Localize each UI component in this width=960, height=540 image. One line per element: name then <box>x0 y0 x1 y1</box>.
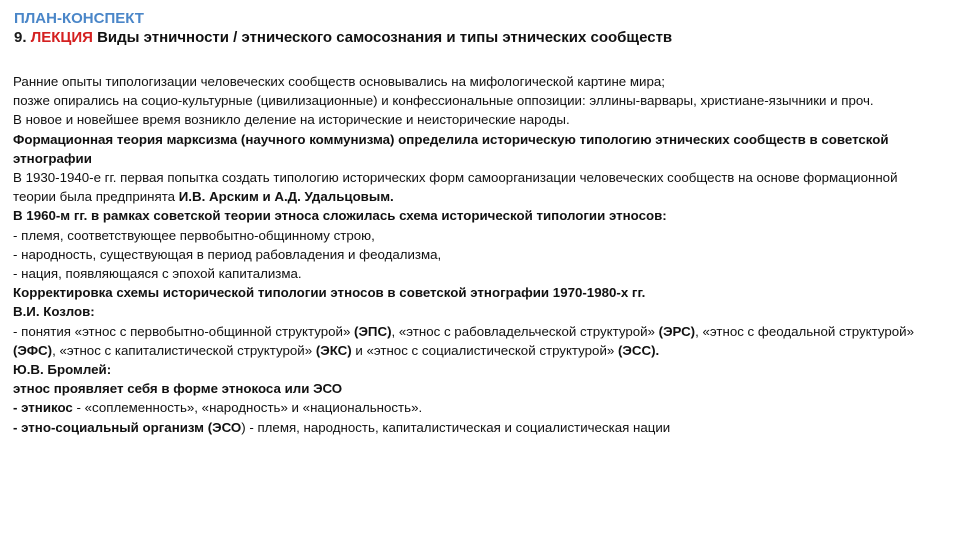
paragraph-modern-division: В новое и новейшее время возникло деление на исторические и неисторические народы. <box>13 112 570 128</box>
kozlov-text-3: , «этнос с феодальной структурой» <box>695 323 914 339</box>
ethnikos-definition: - «соплеменность», «народность» и «национальность». <box>72 400 423 416</box>
kozlov-text-1: - понятия «этнос с первобытно-общинной структурой» <box>13 323 355 339</box>
lecture-number: 9. <box>14 29 27 46</box>
paragraph-eso <box>13 418 938 437</box>
abbr-efs: (ЭФС) <box>13 342 53 358</box>
eso-definition: ) - племя, народность, капиталистическая и социалистическая нации <box>241 419 671 435</box>
lecture-word: ЛЕКЦИЯ <box>30 29 93 46</box>
abbr-eks: (ЭКС) <box>315 342 352 358</box>
list-item-tribe: - племя, соответствующее первобытно-общинному строю, <box>13 227 375 243</box>
list-item-narodnost: - народность, существующая в период рабовладения и феодализма, <box>13 246 442 262</box>
paragraph-correction: Корректировка схемы исторической типологии этносов в советской этнографии 1970-1980-х гг. <box>13 285 646 301</box>
abbr-ers: (ЭРС) <box>658 323 696 339</box>
paragraph-formation-theory: Формационная теория марксизма (научного коммунизма) определила историческую типологию этнических сообществ в советской этнографии <box>13 131 889 166</box>
paragraph-bromley-ethnos: этнос проявляет себя в форме этнокоса или ЭСО <box>13 381 343 397</box>
list-item-nation: - нация, появляющаяся с эпохой капитализма. <box>13 266 302 282</box>
kozlov-text-2: , «этнос с рабовладельческой структурой» <box>391 323 659 339</box>
header <box>14 9 672 48</box>
paragraph-ethnikos <box>13 398 938 417</box>
paragraph-oppositions: позже опирались на социо-культурные (цивилизационные) и конфессиональные оппозиции: эллины-варвары, христиане-язычники и проч. <box>13 93 874 109</box>
plan-label: ПЛАН-КОНСПЕКТ <box>14 10 144 27</box>
abbr-ess: (ЭСС). <box>617 342 660 358</box>
paragraph-kozlov-concepts <box>13 322 938 360</box>
author-kozlov: В.И. Козлов: <box>13 304 95 320</box>
kozlov-text-5: и «этнос с социалистической структурой» <box>351 342 618 358</box>
paragraph-1930s <box>13 168 938 206</box>
term-eso: - этно-социальный организм (ЭСО <box>13 419 242 435</box>
paragraph-1960s: В 1960-м гг. в рамках советской теории этноса сложилась схема исторической типологии этносов: <box>13 208 667 224</box>
author-bromley: Ю.В. Бромлей: <box>13 362 112 378</box>
term-ethnikos: - этникос <box>13 400 73 416</box>
authors-arsky-udaltsov: И.В. Арским и А.Д. Удальцовым. <box>178 189 394 205</box>
paragraph-early-typology: Ранние опыты типологизации человеческих сообществ основывались на мифологической картине мира; <box>13 74 665 89</box>
lecture-body <box>13 72 938 437</box>
lecture-topic: Виды этничности / этнического самосознания и типы этнических сообществ <box>97 29 673 46</box>
abbr-eps: (ЭПС) <box>354 323 392 339</box>
paragraph-1930s-text: В 1930-1940-е гг. первая попытка создать типологию исторических форм самоорганизации человеческих сообществ на основе формационной теории была предпринята <box>13 170 898 205</box>
kozlov-text-4: , «этнос с капиталистической структурой» <box>52 342 316 358</box>
lecture-title <box>14 28 672 48</box>
